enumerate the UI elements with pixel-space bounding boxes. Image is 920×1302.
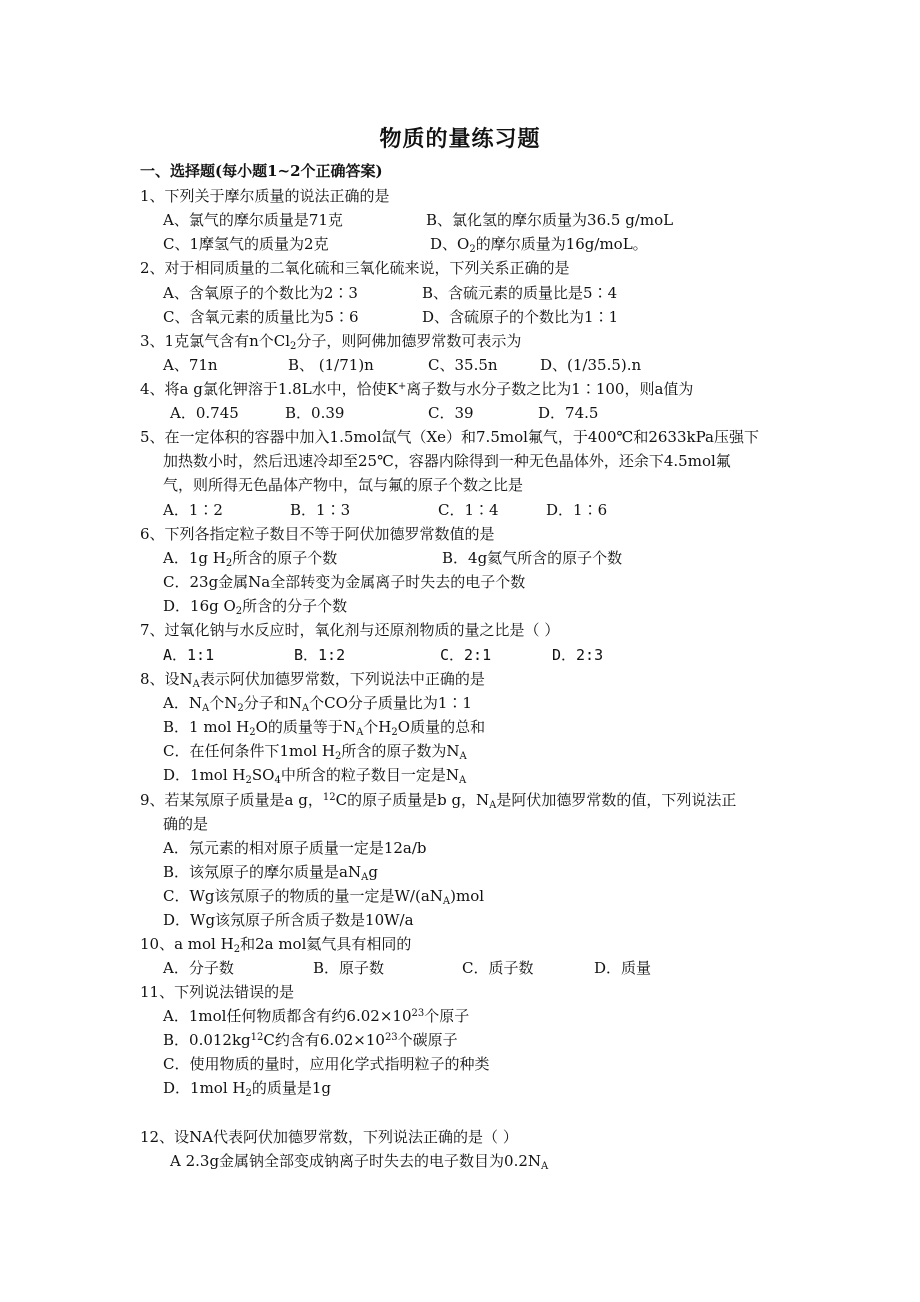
question-1-option-a: A、氯气的摩尔质量是71克 [163, 211, 343, 229]
question-8-stem: 8、设$N_A$表示阿伏加德罗常数，下列说法中正确的是 [140, 670, 485, 690]
question-2-stem: 2、对于相同质量的二氧化硫和三氧化硫来说，下列关系正确的是 [140, 259, 570, 277]
question-5-option-a: A．1∶2 [163, 501, 223, 519]
question-5-option-c: C．1∶4 [438, 501, 499, 519]
question-2-option-a: A、含氧原子的个数比为2∶3 [163, 284, 358, 302]
question-5-line-2: 加热数小时，然后迅速冷却至25℃，容器内除得到一种无色晶体外，还余下4.5mol氟 [163, 452, 731, 470]
question-11-option-c: C．使用物质的量时，应用化学式指明粒子的种类 [163, 1055, 490, 1073]
question-8-option-d: D．1mol $H_2SO_4$中所含的粒子数目一定是$N_A$ [163, 766, 467, 786]
question-4-option-a: A．0.745 [170, 404, 239, 422]
question-5-option-b: B．1∶3 [290, 501, 351, 519]
question-11-option-a: A．1mol任何物质都含有约$6.02\times 10^{23}$个原子 [163, 1007, 470, 1025]
question-5-option-d: D．1∶6 [546, 501, 608, 519]
section-heading: 一、选择题(每小题1~2个正确答案) [140, 162, 383, 180]
question-6-option-c: C．23g金属Na全部转变为金属离子时失去的电子个数 [163, 573, 526, 591]
question-7-option-c: C．2:1 [440, 646, 492, 664]
question-12-stem: 12、设NA代表阿伏加德罗常数，下列说法正确的是（ ） [140, 1128, 518, 1146]
question-9-option-a: A．氖元素的相对原子质量一定是12a/b [163, 839, 427, 857]
question-11-stem: 11、下列说法错误的是 [140, 983, 295, 1001]
question-8-option-c: C．在任何条件下1mol $H_2$所含的原子数为$N_A$ [163, 742, 467, 762]
question-9-line-2: 确的是 [163, 815, 209, 833]
question-3-option-b: B、 (1/71)n [288, 356, 374, 374]
question-3-stem: 3、1克氯气含有n个$Cl_2$分子，则阿佛加德罗常数可表示为 [140, 332, 522, 352]
question-1-stem: 1、下列关于摩尔质量的说法正确的是 [140, 187, 390, 205]
question-10-option-d: D．质量 [594, 959, 652, 977]
question-10-stem: 10、a mol $H_2$和2a mol氦气具有相同的 [140, 935, 412, 955]
question-9-option-c: C．Wg该氖原子的物质的量一定是$W/(aN_A)mol$ [163, 887, 485, 907]
question-6-stem: 6、下列各指定粒子数目不等于阿伏加德罗常数值的是 [140, 525, 495, 543]
question-11-option-d: D．1mol $H_2$的质量是1g [163, 1079, 332, 1099]
question-2-option-c: C、含氧元素的质量比为5∶6 [163, 308, 359, 326]
question-9-line-1: 9、若某氖原子质量是a g，$^{12}$C的原子质量是b g，$N_A$是阿伏加德罗常数的值，下列说法正 [140, 791, 737, 811]
question-8-option-a: A．$N_A$个$N_2$分子和$N_A$个CO分子质量比为1∶1 [163, 694, 472, 714]
question-1-option-c: C、1摩氢气的质量为2克 [163, 235, 329, 253]
question-9-option-b: B．该氖原子的摩尔质量是$aN_Ag$ [163, 863, 378, 883]
question-1-option-d: D、$O_2$的摩尔质量为16g/moL。 [430, 235, 648, 255]
question-6-option-b: B．4g氦气所含的原子个数 [442, 549, 623, 567]
question-9-option-d: D．Wg该氖原子所含质子数是10W/a [163, 911, 414, 929]
question-2-option-d: D、含硫原子的个数比为1∶1 [422, 308, 619, 326]
question-7-option-a: A．1:1 [163, 646, 215, 664]
question-3-option-c: C、35.5n [428, 356, 498, 374]
question-4-option-d: D．74.5 [538, 404, 599, 422]
question-6-option-d: D．16g $O_2$所含的分子个数 [163, 597, 348, 617]
question-1-option-b: B、氯化氢的摩尔质量为36.5 g/moL [426, 211, 674, 229]
question-6-option-a: A．1g $H_2$所含的原子个数 [163, 549, 338, 569]
question-10-option-b: B．原子数 [313, 959, 385, 977]
question-5-line-1: 5、在一定体积的容器中加入1.5mol氙气（Xe）和7.5mol氟气，于400℃和2633kPa压强下 [140, 428, 759, 446]
question-10-option-a: A．分子数 [163, 959, 234, 977]
question-8-option-b: B．1 mol $H_2O$的质量等于$N_A$个$H_2O$质量的总和 [163, 718, 486, 738]
question-3-option-a: A、71n [163, 356, 218, 374]
question-10-option-c: C．质子数 [462, 959, 534, 977]
question-11-option-b: B．$0.012kg^{12}C$约含有$6.02\times 10^{23}$个碳原子 [163, 1031, 458, 1049]
question-12-option-a: A 2.3g金属钠全部变成钠离子时失去的电子数目为$0.2N_A$ [170, 1152, 549, 1172]
question-7-option-d: D．2:3 [552, 646, 604, 664]
question-4-option-c: C．39 [428, 404, 474, 422]
question-2-option-b: B、含硫元素的质量比是5∶4 [422, 284, 618, 302]
question-7-stem: 7、过氧化钠与水反应时，氧化剂与还原剂物质的量之比是（ ） [140, 621, 560, 639]
question-4-stem: 4、将a g氯化钾溶于1.8L水中，恰使K+离子数与水分子数之比为1∶100，则a值为 [140, 380, 694, 398]
question-3-option-d: D、(1/35.5).n [540, 356, 642, 374]
question-7-option-b: B．1:2 [294, 646, 346, 664]
question-5-line-3: 气，则所得无色晶体产物中，氙与氟的原子个数之比是 [163, 476, 524, 494]
page-title: 物质的量练习题 [379, 126, 541, 152]
question-4-option-b: B．0.39 [285, 404, 345, 422]
